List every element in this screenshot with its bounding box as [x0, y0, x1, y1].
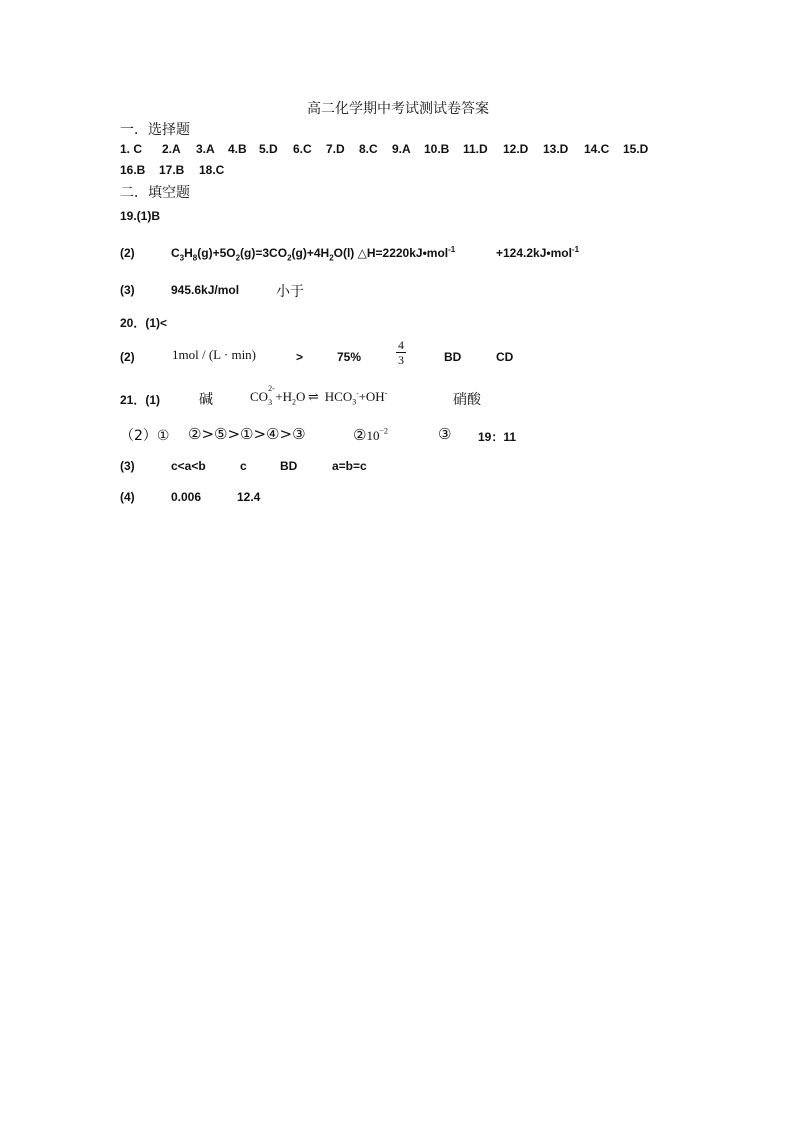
q20-answer-cd: CD [496, 350, 514, 364]
answer-9: 9.A [392, 142, 411, 156]
answer-17: 17.B [159, 163, 185, 177]
answer-6: 6.C [293, 142, 312, 156]
q19-part2-enthalpy [496, 246, 579, 260]
q19-part3-label: (3) [120, 283, 135, 297]
answer-3: 3.A [196, 142, 215, 156]
q21-part3-d: a=b=c [332, 459, 367, 473]
answer-2: 2.A [162, 142, 181, 156]
q19-thermo-equation: $C_3H_8(g)+5O_2(g)=3CO_2(g)+4H_2O(l)$ △H=2220kJ•mol$^{-1}$ [171, 245, 456, 263]
q20-rate: 1mol / (L · min) [172, 347, 257, 362]
answer-14: 14.C [584, 142, 610, 156]
q20-percent: 75% [337, 350, 362, 364]
answer-13: 13.D [543, 142, 569, 156]
circled-two: ② [353, 426, 367, 444]
q20-fraction [396, 339, 406, 367]
fraction-denominator: 3 [398, 353, 404, 367]
answer-16: 16.B [120, 163, 146, 177]
q21-acid: 硝酸 [453, 392, 481, 408]
q20-part2-label: (2) [120, 350, 135, 364]
q20-compare: > [296, 350, 304, 364]
answer-18: 18.C [199, 163, 225, 177]
page-title: 高二化学期中考试测试卷答案 [307, 101, 489, 117]
answer-10: 10.B [424, 142, 450, 156]
q20-part1: 20．(1)< [120, 316, 168, 330]
q21-ratio: 19：11 [478, 430, 517, 444]
section-heading-choice: 一．选择题 [120, 122, 190, 138]
answer-1: 1. C [120, 142, 143, 156]
fraction-numerator: 4 [398, 338, 404, 352]
q21-part3-c: BD [280, 459, 298, 473]
q19-part3-compare: 小于 [276, 284, 304, 300]
power-exp: −2 [379, 426, 388, 436]
q21-part1-label: 21．(1) [120, 393, 161, 407]
answer-7: 7.D [326, 142, 345, 156]
q21-order: ②>⑤>①>④>③ [188, 425, 306, 443]
q21-part2c: ③ [438, 425, 452, 443]
answer-12: 12.D [503, 142, 529, 156]
answer-11: 11.D [463, 142, 488, 156]
answer-4: 4.B [228, 142, 247, 156]
q21-part2-label: （2）① [120, 428, 170, 444]
power-base: 10 [366, 428, 380, 443]
q21-part3-b: c [240, 459, 247, 473]
q21-part3-label: (3) [120, 459, 135, 473]
q21-hydrolysis-equation: CO $_{2- 3} +H_2O$ ⇌ $HCO_3^-+OH^-$ [250, 383, 388, 407]
equation-lead: C [171, 246, 180, 260]
answer-8: 8.C [359, 142, 378, 156]
q21-part2b [353, 425, 388, 444]
enthalpy-exp: -1 [571, 245, 580, 254]
q21-part4-b: 12.4 [237, 490, 261, 504]
q20-answer-bd: BD [444, 350, 462, 364]
section-heading-fill: 二．填空题 [120, 185, 190, 201]
q19-part1: 19.(1)B [120, 209, 161, 223]
q19-part3-value: 945.6kJ/mol [171, 283, 240, 297]
answer-15: 15.D [623, 142, 649, 156]
q21-part4-a: 0.006 [171, 490, 202, 504]
q21-part3-a: c<a<b [171, 459, 206, 473]
q19-part2-label: (2) [120, 246, 135, 260]
enthalpy-value: +124.2kJ•mol [496, 246, 572, 260]
answer-5: 5.D [259, 142, 278, 156]
q21-part4-label: (4) [120, 490, 135, 504]
q21-base: 碱 [199, 392, 213, 408]
